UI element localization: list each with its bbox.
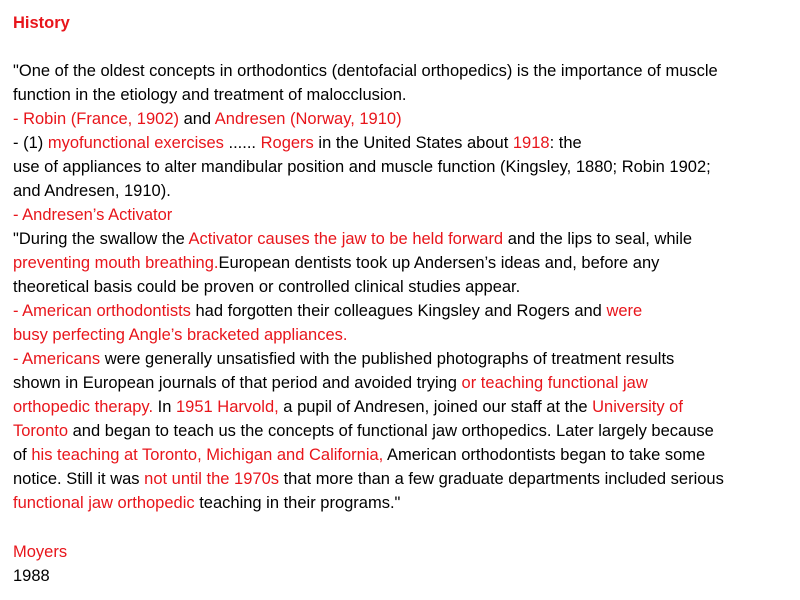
- text-line: [13, 61, 718, 81]
- text-segment: : the: [549, 134, 582, 152]
- highlighted-text: Andresen (Norway, 1910): [214, 110, 402, 128]
- text-segment: that more than a few graduate departments included serious: [279, 470, 724, 488]
- highlighted-text: orthopedic therapy.: [13, 398, 154, 416]
- highlighted-text: Rogers: [260, 134, 314, 152]
- text-segment: of: [13, 446, 32, 464]
- highlighted-text: 1951 Harvold,: [175, 398, 279, 416]
- highlighted-text: functional jaw orthopedic: [13, 494, 195, 512]
- text-line: [13, 397, 683, 417]
- text-line: [13, 301, 642, 321]
- highlighted-text: Activator causes the jaw to be held forward: [188, 230, 504, 248]
- publication-year: 1988: [13, 567, 50, 585]
- document-heading: History: [13, 14, 70, 32]
- text-segment: were generally unsatisfied with the published photographs of treatment results: [100, 350, 675, 368]
- highlighted-text: preventing mouth breathing.: [13, 254, 219, 272]
- text-segment: "During the swallow the: [13, 230, 189, 248]
- text-segment: American orthodontists began to take some: [383, 446, 706, 464]
- highlighted-text: were: [606, 302, 643, 320]
- text-segment: function in the etiology and treatment of malocclusion.: [13, 86, 407, 104]
- text-segment: In: [153, 398, 176, 416]
- highlighted-text: Toronto: [13, 422, 69, 440]
- text-segment: had forgotten their colleagues Kingsley and Rogers and: [190, 302, 607, 320]
- text-line: [13, 469, 724, 489]
- text-segment: and the lips to seal, while: [503, 230, 693, 248]
- text-line: [13, 373, 648, 393]
- highlighted-text: myofunctional exercises: [47, 134, 224, 152]
- highlighted-text: - Robin (France, 1902): [13, 110, 179, 128]
- highlighted-text: - Americans: [13, 350, 101, 368]
- highlighted-text: busy perfecting Angle’s bracketed appliances.: [13, 326, 348, 344]
- text-line: [13, 445, 705, 465]
- text-segment: in the United States about: [313, 134, 513, 152]
- highlighted-text: his teaching at Toronto, Michigan and California,: [31, 446, 384, 464]
- text-line: [13, 493, 400, 513]
- text-line: [13, 229, 692, 249]
- highlighted-text: - Andresen’s Activator: [13, 206, 173, 224]
- highlighted-text: University of: [592, 398, 683, 416]
- text-segment: "One of the oldest concepts in orthodontics (dentofacial orthopedics) is the importance of muscle: [13, 62, 718, 80]
- highlighted-text: - American orthodontists: [13, 302, 191, 320]
- text-line: [13, 85, 406, 105]
- text-segment: teaching in their programs.": [194, 494, 401, 512]
- text-segment: and began to teach us the concepts of functional jaw orthopedics. Later largely because: [68, 422, 714, 440]
- text-segment: a pupil of Andresen, joined our staff at the: [278, 398, 593, 416]
- highlighted-text: or teaching functional jaw: [461, 374, 648, 392]
- text-segment: and: [179, 110, 215, 128]
- text-segment: shown in European journals of that period and avoided trying: [13, 374, 462, 392]
- text-line: [13, 109, 402, 129]
- text-line: [13, 325, 348, 345]
- text-line: [13, 277, 520, 297]
- text-line: [13, 133, 582, 153]
- text-line: [13, 253, 659, 273]
- text-line: [13, 181, 171, 201]
- text-segment: and Andresen, 1910).: [13, 182, 171, 200]
- text-line: [13, 349, 674, 369]
- text-segment: - (1): [13, 134, 48, 152]
- text-line: [13, 157, 711, 177]
- highlighted-text: not until the 1970s: [144, 470, 279, 488]
- text-segment: notice. Still it was: [13, 470, 145, 488]
- text-segment: theoretical basis could be proven or controlled clinical studies appear.: [13, 278, 521, 296]
- text-segment: European dentists took up Andersen’s ideas and, before any: [218, 254, 660, 272]
- text-line: [13, 421, 714, 441]
- highlighted-text: 1918: [512, 134, 550, 152]
- text-segment: ......: [223, 134, 261, 152]
- text-segment: use of appliances to alter mandibular position and muscle function (Kingsley, 1880; Robin 1902;: [13, 158, 711, 176]
- author-name: Moyers: [13, 543, 68, 561]
- text-line: [13, 205, 172, 225]
